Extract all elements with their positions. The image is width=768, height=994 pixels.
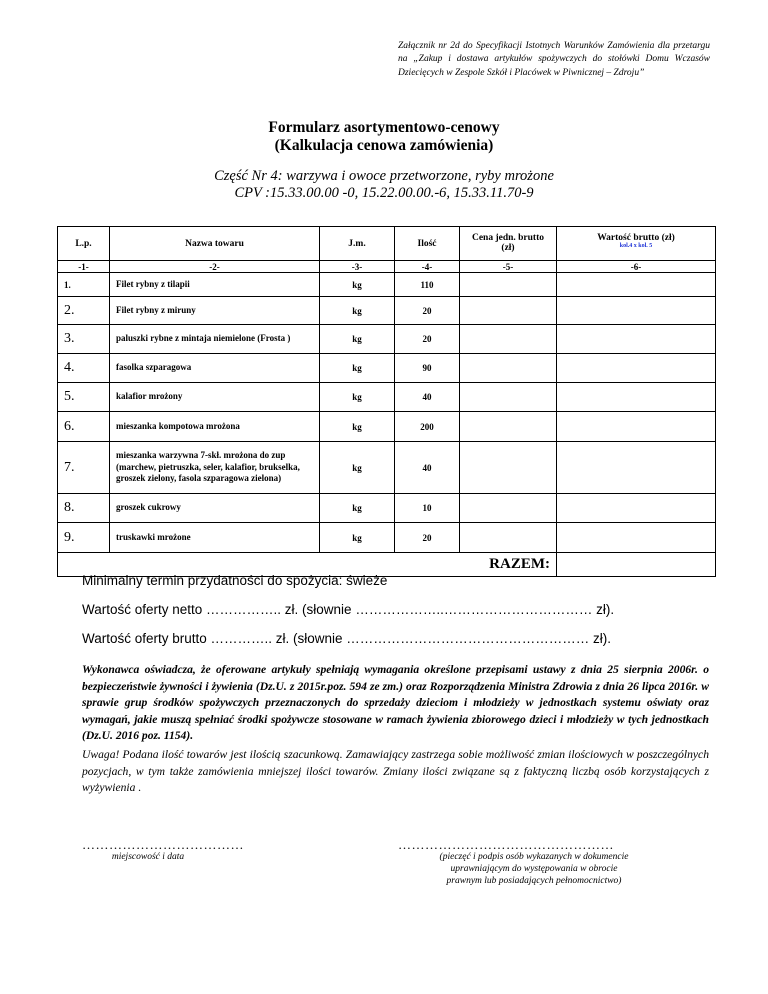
table-row bbox=[58, 442, 716, 494]
row-qty: 20 bbox=[395, 325, 460, 354]
row-qty: 40 bbox=[395, 383, 460, 412]
row-unit-price-cell[interactable] bbox=[460, 273, 557, 297]
items-table bbox=[57, 226, 716, 577]
row-qty: 20 bbox=[395, 297, 460, 325]
header-value-label: Wartość brutto (zł) bbox=[597, 233, 675, 243]
row-unit: kg bbox=[320, 273, 395, 297]
row-name: mieszanka warzywna 7-skł. mrożona do zup (marchew, pietruszka, seler, kalafior, brukselka, groszek zielony, fasola szparagowa zielona) bbox=[110, 442, 320, 494]
row-lp: 9. bbox=[58, 523, 110, 553]
row-name: Filet rybny z tilapii bbox=[110, 273, 320, 297]
table-row bbox=[58, 297, 716, 325]
gross-value-line: Wartość oferty brutto ………….. zł. (słownie ……………………………………………… zł). bbox=[82, 631, 612, 646]
row-unit: kg bbox=[320, 412, 395, 442]
row-unit-price-cell[interactable] bbox=[460, 325, 557, 354]
row-unit-price-cell[interactable] bbox=[460, 494, 557, 523]
header-lp: L.p. bbox=[58, 227, 110, 261]
signature-caption-line: (pieczęć i podpis osób wykazanych w dokumencie bbox=[439, 852, 629, 862]
row-qty: 10 bbox=[395, 494, 460, 523]
part-description: Część Nr 4: warzywa i owoce przetworzone, ryby mrożone bbox=[214, 168, 554, 184]
row-unit: kg bbox=[320, 523, 395, 553]
form-title: Formularz asortymentowo-cenowy bbox=[268, 119, 500, 136]
row-name: truskawki mrożone bbox=[110, 523, 320, 553]
row-unit-price-cell[interactable] bbox=[460, 442, 557, 494]
row-value-cell[interactable] bbox=[557, 297, 716, 325]
row-lp: 7. bbox=[58, 442, 110, 494]
row-value-cell[interactable] bbox=[557, 412, 716, 442]
row-unit-price-cell[interactable] bbox=[460, 383, 557, 412]
row-unit: kg bbox=[320, 494, 395, 523]
header-unit: J.m. bbox=[320, 227, 395, 261]
table-row bbox=[58, 494, 716, 523]
row-unit: kg bbox=[320, 383, 395, 412]
signature-caption-line: uprawniającym do występowania w obrocie bbox=[450, 864, 618, 874]
row-qty: 110 bbox=[395, 273, 460, 297]
row-value-cell[interactable] bbox=[557, 325, 716, 354]
table-row bbox=[58, 412, 716, 442]
signature-caption-line: prawnym lub posiadających pełnomocnictwo) bbox=[446, 876, 622, 886]
header-name: Nazwa towaru bbox=[110, 227, 320, 261]
row-lp: 3. bbox=[58, 325, 110, 354]
table-header-row bbox=[58, 227, 716, 261]
row-unit-price-cell[interactable] bbox=[460, 297, 557, 325]
col-number: -5- bbox=[460, 261, 557, 273]
table-row bbox=[58, 523, 716, 553]
col-number: -2- bbox=[110, 261, 320, 273]
row-name: fasolka szparagowa bbox=[110, 354, 320, 383]
row-value-cell[interactable] bbox=[557, 383, 716, 412]
attachment-note: Załącznik nr 2d do Specyfikacji Istotnych Warunków Zamówienia dla przetargu na „Zakup i dostawa artykułów spożywczych do stołówki Domu Wczasów Dziecięcych w Zespole Szkół i Placówek w Piwnicznej – Zdroju” bbox=[398, 41, 710, 78]
cpv-codes: CPV :15.33.00.00 -0, 15.22.00.00.-6, 15.33.11.70-9 bbox=[234, 185, 534, 201]
quantity-note: Uwaga! Podana ilość towarów jest ilością szacunkową. Zamawiający zastrzega sobie możliwość zmian ilościowych w poszczególnych pozycjach, w tym także zamówienia mniejszej ilości towarów. Zmiany ilości związane są z faktyczną liczbą osób korzystających z wyżywienia . bbox=[82, 748, 709, 794]
contractor-declaration: Wykonawca oświadcza, że oferowane artykuły spełniają wymagania określone przepisami ustawy z dnia 25 sierpnia 2006r. o bezpieczeństwie żywności i żywienia (Dz.U. z 2015r.poz. 594 ze zm.) oraz Rozporządzenia Ministra Zdrowia z dnia 26 lipca 2016r. w sprawie grup środków spożywczych przeznaczonych do sprzedaży dzieciom i młodzieży w jednostkach systemu oświaty oraz wymagań, jakie muszą spełniać środki spożywcze stosowane w ramach żywienia zbiorowego dzieci i młodzieży w tych jednostkach (Dz.U. 2016 poz. 1154). bbox=[82, 663, 709, 742]
row-value-cell[interactable] bbox=[557, 273, 716, 297]
total-label: RAZEM: bbox=[58, 553, 557, 577]
net-value-line: Wartość oferty netto …………….. zł. (słownie ………………..…………………………… zł). bbox=[82, 602, 615, 617]
signature-line: ………………………………………… bbox=[398, 837, 614, 852]
row-unit: kg bbox=[320, 354, 395, 383]
header-value bbox=[557, 227, 716, 261]
row-unit: kg bbox=[320, 325, 395, 354]
row-qty: 90 bbox=[395, 354, 460, 383]
row-value-cell[interactable] bbox=[557, 442, 716, 494]
total-value-cell[interactable] bbox=[557, 553, 716, 577]
signature-caption bbox=[400, 851, 668, 887]
row-qty: 200 bbox=[395, 412, 460, 442]
row-unit-price-cell[interactable] bbox=[460, 412, 557, 442]
form-subtitle: (Kalkulacja cenowa zamówienia) bbox=[274, 137, 494, 154]
col-number: -4- bbox=[395, 261, 460, 273]
place-date-line: ……………………………… bbox=[82, 837, 244, 852]
row-name: Filet rybny z miruny bbox=[110, 297, 320, 325]
row-value-cell[interactable] bbox=[557, 354, 716, 383]
row-name: kalafior mrożony bbox=[110, 383, 320, 412]
row-lp: 1. bbox=[58, 273, 110, 297]
row-name: paluszki rybne z mintaja niemielone (Frosta ) bbox=[110, 325, 320, 354]
row-value-cell[interactable] bbox=[557, 523, 716, 553]
min-shelf-life: Minimalny termin przydatności do spożycia: świeże bbox=[82, 573, 388, 588]
row-lp: 2. bbox=[58, 297, 110, 325]
col-number: -6- bbox=[557, 261, 716, 273]
header-qty: Ilość bbox=[395, 227, 460, 261]
header-unit-price: Cena jedn. brutto (zł) bbox=[460, 227, 557, 261]
table-row bbox=[58, 325, 716, 354]
row-unit-price-cell[interactable] bbox=[460, 523, 557, 553]
row-lp: 4. bbox=[58, 354, 110, 383]
row-lp: 5. bbox=[58, 383, 110, 412]
row-unit: kg bbox=[320, 442, 395, 494]
row-unit: kg bbox=[320, 297, 395, 325]
col-number: -1- bbox=[58, 261, 110, 273]
row-lp: 8. bbox=[58, 494, 110, 523]
row-lp: 6. bbox=[58, 412, 110, 442]
header-value-note: kol.4 x kol. 5 bbox=[619, 243, 653, 249]
row-unit-price-cell[interactable] bbox=[460, 354, 557, 383]
row-name: mieszanka kompotowa mrożona bbox=[110, 412, 320, 442]
table-row bbox=[58, 383, 716, 412]
table-row bbox=[58, 354, 716, 383]
col-number: -3- bbox=[320, 261, 395, 273]
row-name: groszek cukrowy bbox=[110, 494, 320, 523]
row-value-cell[interactable] bbox=[557, 494, 716, 523]
table-row bbox=[58, 273, 716, 297]
row-qty: 40 bbox=[395, 442, 460, 494]
row-qty: 20 bbox=[395, 523, 460, 553]
column-number-row bbox=[58, 261, 716, 273]
place-date-caption: miejscowość i data bbox=[111, 852, 185, 862]
